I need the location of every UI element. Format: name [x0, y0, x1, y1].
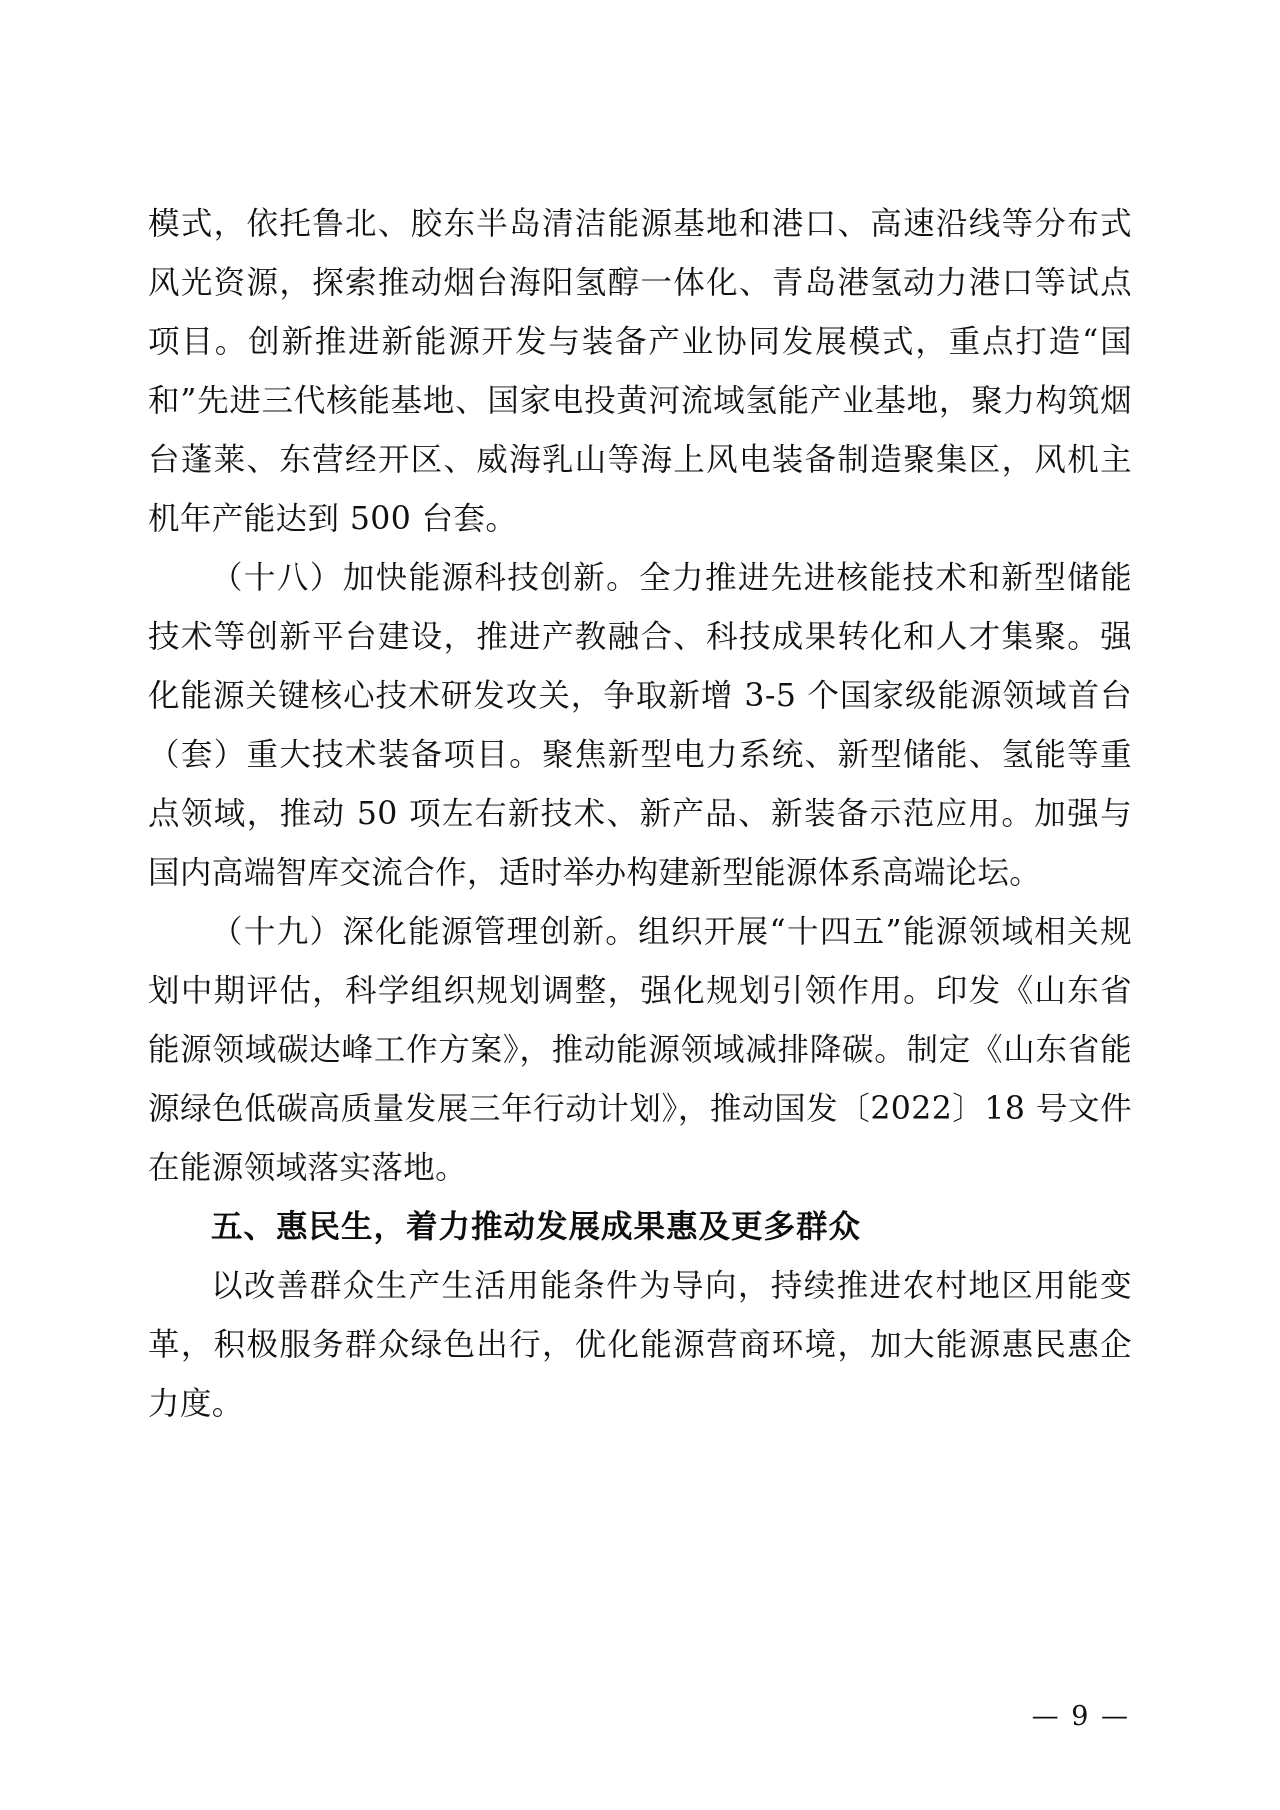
paragraph-item-18: （十八）加快能源科技创新。全力推进先进核能技术和新型储能技术等创新平台建设，推进产教融合、科技成果转化和人才集聚。强化能源关键核心技术研发攻关，争取新增 3-5 个国家级能源领域首台（套）重大技术装备项目。聚焦新型电力系统、新型储能、氢能等重点领域，推动 50 项左右新技术、新产品、新装备示范应用。加强与国内高端智库交流合作，适时举办构建新型能源体系高端论坛。 — [148, 560, 1132, 891]
section-heading-five: 五、惠民生，着力推动发展成果惠及更多群众 — [211, 1209, 862, 1245]
paragraph-closing: 以改善群众生产生活用能条件为导向，持续推进农村地区用能变革，积极服务群众绿色出行，优化能源营商环境，加大能源惠民惠企力度。 — [148, 1268, 1132, 1422]
paragraph-item-19: （十九）深化能源管理创新。组织开展“十四五”能源领域相关规划中期评估，科学组织规划调整，强化规划引领作用。印发《山东省能源领域碳达峰工作方案》，推动能源领域减排降碳。制定《山东省能源绿色低碳高质量发展三年行动计划》，推动国发〔2022〕18 号文件在能源领域落实落地。 — [148, 914, 1132, 1186]
document-body — [148, 195, 1132, 1434]
page-number: — 9 — — [1031, 1701, 1130, 1732]
paragraph-continued: 模式，依托鲁北、胶东半岛清洁能源基地和港口、高速沿线等分布式风光资源，探索推动烟台海阳氢醇一体化、青岛港氢动力港口等试点项目。创新推进新能源开发与装备产业协同发展模式，重点打造“国和”先进三代核能基地、国家电投黄河流域氢能产业基地，聚力构筑烟台蓬莱、东营经开区、威海乳山等海上风电装备制造聚集区，风机主机年产能达到 500 台套。 — [148, 206, 1132, 537]
